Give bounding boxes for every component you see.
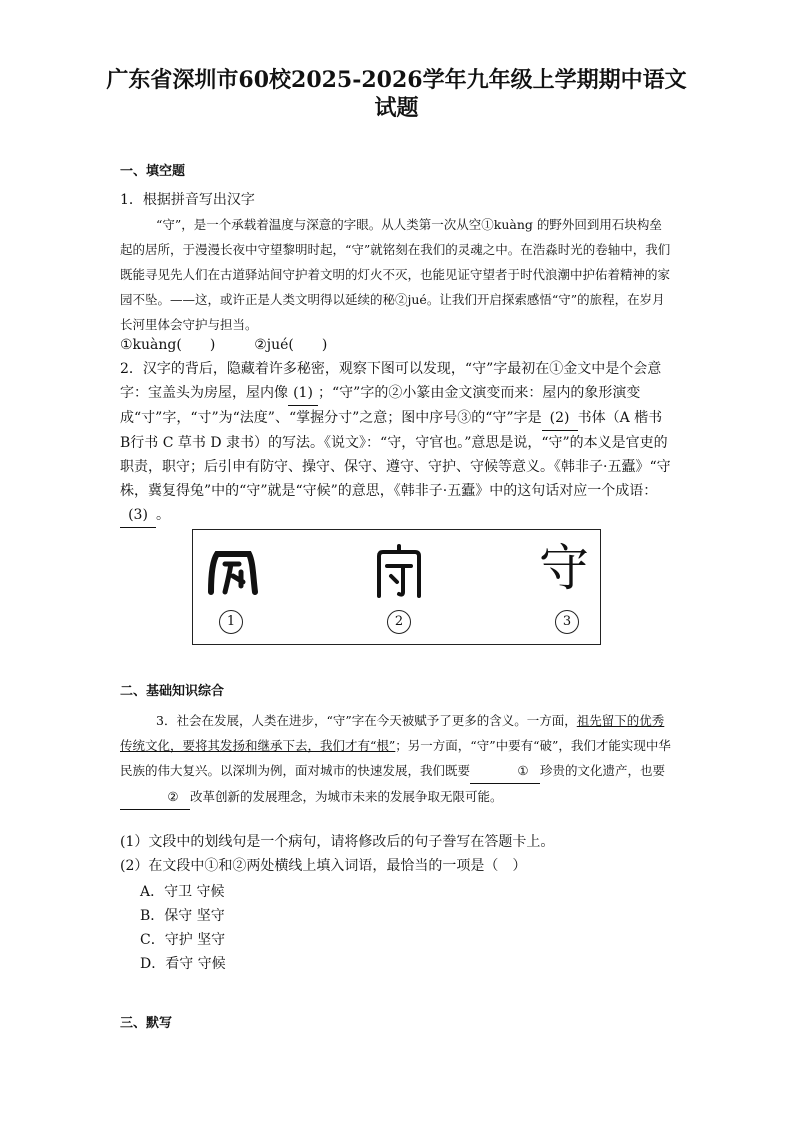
q3-line: 有“破”，我们才能实现中华民族的伟大复兴。以深圳为例，面对城市的快速发展，我们: [120, 738, 671, 778]
q2-line: ；“守”字的②小篆由金文演变而来：屋内的象形演变成: [120, 385, 641, 426]
option-d: D．看守 守候: [140, 956, 226, 972]
question-1-stem: 1．根据拼音写出汉字: [120, 192, 255, 208]
q3-line: 3．社会在发展，人类在进步，“守”字在今天被赋予了更多的含义。一方面，: [156, 713, 577, 728]
q3-line: 珍贵的文化遗产，也要: [540, 763, 666, 778]
seal-script-glyph: [369, 542, 429, 602]
option-b: B．保守 坚守: [140, 908, 225, 924]
question-3-sub-1: (1）文段中的划线句是一个病句，请将修改后的句子誊写在答题卡上。: [120, 834, 555, 850]
q3-underlined-sentence: 祖先: [576, 713, 602, 728]
figure-label-3: 3: [555, 610, 579, 634]
section-heading-basic-knowledge: 二、基础知识综合: [120, 684, 225, 699]
title-line-1: 广东省深圳市60校2025-2026学年九年级上学期期中语文: [106, 67, 687, 93]
figure-label-1: 1: [219, 610, 243, 634]
question-1-answers: [120, 333, 672, 357]
passage-line: 我们开启探索感悟“守”的旅程，在岁月长河里体会守护与担当。: [120, 292, 665, 332]
q3-line: 既要: [445, 763, 471, 778]
q2-line: 字：宝盖头为房屋，屋内像: [120, 385, 288, 401]
bronze-script-glyph: [203, 542, 263, 602]
q2-line: 株，冀复得兔”中的“守”就是“守候”的意思，《韩非子·五蠹》中的这句话对应一个成语：: [120, 483, 658, 499]
regular-script-glyph: 守: [539, 539, 589, 597]
q2-line: 2．汉字的背后，隐藏着许多秘密，观察下图可以发现，“守”字最初在①金文中是个会意: [120, 361, 662, 377]
q2-blank-1: (1): [288, 381, 318, 406]
q2-line: 职责，职守；后引申有防守、操守、保守、遵守、守护、守候等意义。《韩非子·五蠹》“守: [120, 459, 671, 475]
q3-line: 来的发展争取无限可能。: [365, 789, 503, 804]
q2-line: 书体（A 楷书 B: [120, 410, 663, 451]
option-c: C．守护 坚守: [140, 932, 226, 948]
q3-line: 改革创新的发展理念，为城市未: [190, 789, 366, 804]
passage-line: 块构垒起的居所，于漫漫长夜中守望黎明时起，“守”就铭刻在我们的灵魂之中。在浩淼时: [120, 217, 662, 257]
page-title: [95, 66, 698, 122]
q3-underlined-sentence: 留下的优秀传统文化，要将其发扬和继承下去，我们才有“根”: [120, 713, 665, 753]
q2-line: 行书 C 草书 D 隶书）的写法。《说文》：“守，守官也。”意思是说，“守”的本义是官吏的: [130, 435, 668, 451]
q2-line: “寸”字，“寸”为“法度”、“掌握分寸”之意；图中序号③的“守”字是: [134, 410, 542, 426]
q2-line: 。: [156, 507, 170, 523]
question-3-sub-2: (2）在文段中①和②两处横线上填入词语，最恰当的一项是（ ）: [120, 858, 527, 874]
passage-line: 于时代浪潮中护佑着精神的家园不坠。——这，或许正是人类文明得以延续的秘②jué。让: [120, 267, 671, 307]
q2-blank-3: (3): [120, 503, 156, 528]
q2-blank-2: (2): [542, 406, 578, 431]
answer-kuang: ①kuàng( ): [120, 337, 216, 353]
answer-jue: ②jué( ): [254, 337, 328, 353]
title-line-2: 试题: [374, 95, 419, 121]
passage-line: 光的卷轴中，我们既能寻见先人们在古道驿站间守护着文明的灯火不灭，也能见证守望者: [120, 242, 671, 282]
figure-label-2: 2: [387, 610, 411, 634]
q3-blank-1: ①: [470, 758, 540, 784]
option-a: A．守卫 守候: [140, 884, 225, 900]
question-3-passage: [120, 708, 672, 810]
question-1-passage: [120, 212, 672, 337]
passage-line: “守”，是一个承载着温度与深意的字眼。从人类第一次从空①kuàng 的野外回到用石: [156, 217, 625, 232]
q3-blank-2: ②: [120, 784, 190, 810]
question-2-text: [120, 357, 672, 528]
shou-evolution-figure: [192, 529, 601, 645]
q3-line: ；另一方面，“守”中要: [395, 738, 521, 753]
section-heading-dictation: 三、默写: [120, 1016, 173, 1031]
section-heading-fill-blank: 一、填空题: [120, 164, 186, 179]
